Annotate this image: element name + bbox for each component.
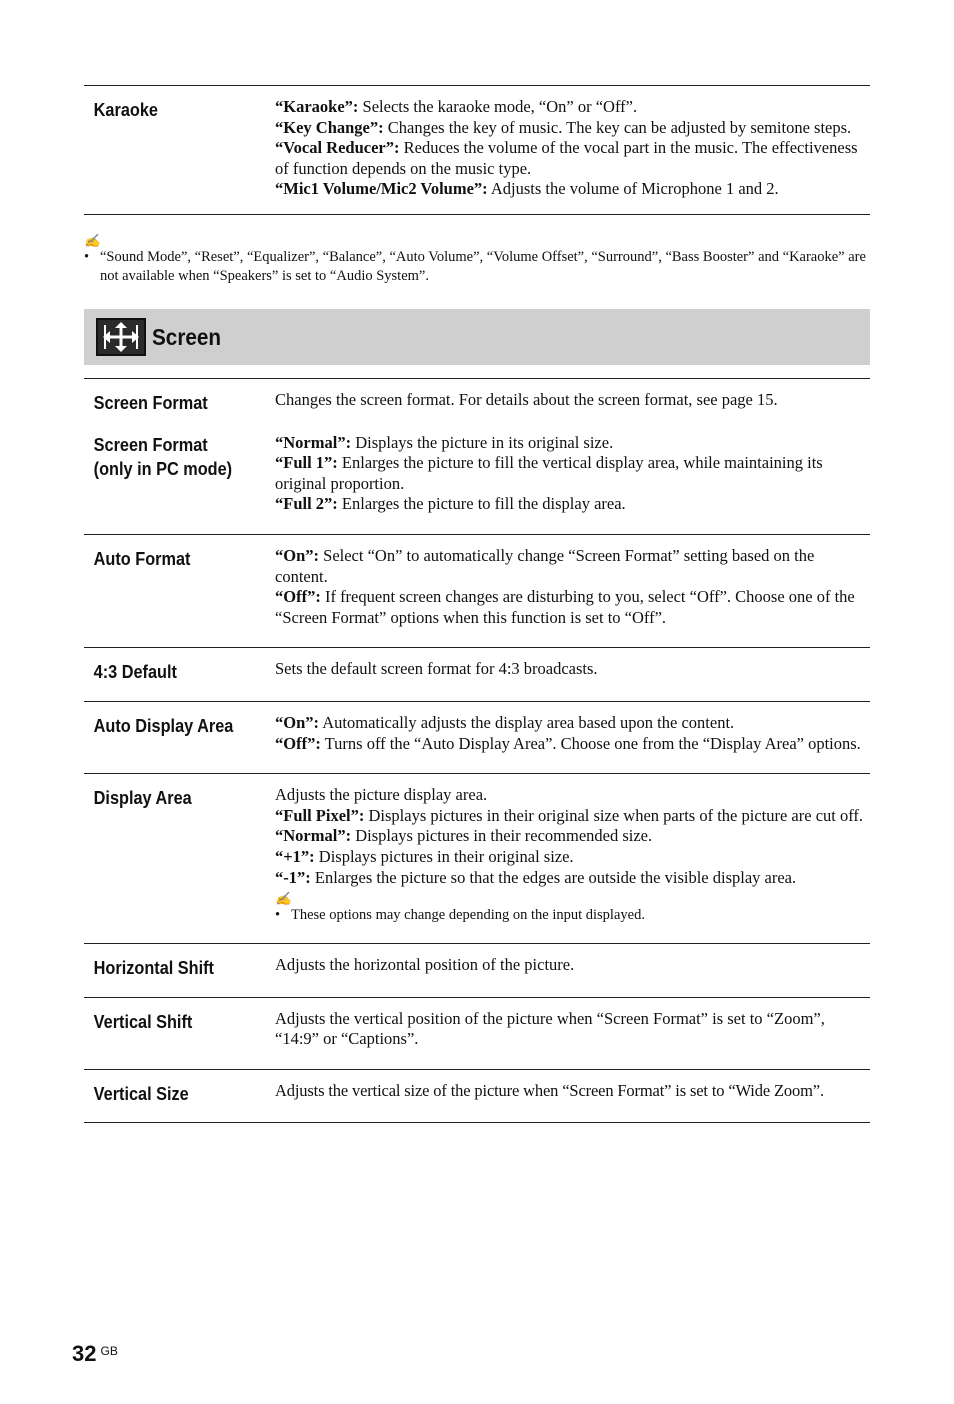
auto-display-area-term: Auto Display Area <box>93 714 234 736</box>
bullet: • <box>84 249 90 265</box>
karaoke-line: “Karaoke”: Selects the karaoke mode, “On” or “Off”. <box>275 97 638 116</box>
key-change-line: “Key Change”: Changes the key of music. The key can be adjusted by semitone steps. <box>275 117 852 137</box>
auto-display-area-description: “On”: Automatically adjusts the display area based upon the content. “Off”: Turns off the “Auto Display Area”. Choose one from the “Display Area” options. <box>275 712 861 753</box>
default-43-description: Sets the default screen format for 4:3 broadcasts. <box>275 659 598 679</box>
vertical-size-description: Adjusts the vertical size of the picture when “Screen Format” is set to “Wide Zoom”. <box>275 1080 824 1100</box>
auto-format-row <box>84 534 870 647</box>
move-arrows-icon <box>96 318 146 356</box>
vertical-shift-description: Adjusts the vertical position of the picture when “Screen Format” is set to “Zoom”, “14:9” or “Captions”. <box>275 1008 825 1049</box>
screen-format-description: Changes the screen format. For details about the screen format, see page 15. <box>275 390 778 409</box>
karaoke-table <box>84 85 870 215</box>
page-region-code: GB <box>100 1344 118 1358</box>
screen-format-pc-term: Screen Format (only in PC mode) <box>93 433 233 479</box>
horizontal-shift-term: Horizontal Shift <box>93 957 214 979</box>
karaoke-description <box>275 86 870 214</box>
auto-format-term: Auto Format <box>93 547 191 569</box>
screen-format-pc-description: “Normal”: Displays the picture in its original size. “Full 1”: Enlarges the picture to fill the vertical display area, while maintaining its original proportion. “Full 2”: Enlarges the picture to fill the display area. <box>275 432 823 514</box>
display-area-note: • These options may change depending on the input displayed. <box>275 907 645 924</box>
sound-note-item <box>84 248 870 286</box>
display-area-row <box>84 773 870 943</box>
default-43-row <box>84 647 870 701</box>
sound-note <box>84 234 870 286</box>
karaoke-term: Karaoke <box>93 99 158 120</box>
screen-table <box>84 378 870 1123</box>
note-pencil-icon: ✍ <box>84 233 101 248</box>
vertical-shift-term: Vertical Shift <box>93 1010 193 1032</box>
section-title: Screen <box>152 323 222 350</box>
bullet: • <box>275 907 281 924</box>
vocal-reducer-line: “Vocal Reducer”: Reduces the volume of the vocal part in the music. The effectiveness of function depends on the music type. <box>275 138 858 178</box>
sound-note-text: “Sound Mode”, “Reset”, “Equalizer”, “Balance”, “Auto Volume”, “Volume Offset”, “Surround”, “Bass Booster” and “Karaoke” are not available when “Speakers” is set to “Audio System”. <box>100 249 866 284</box>
default-43-term: 4:3 Default <box>93 661 177 683</box>
display-area-description: Adjusts the picture display area. “Full Pixel”: Displays pictures in their original size when parts of the picture are cut off. “Normal”: Displays pictures in their recommended size. “+1”: Displays pictures in their original size. “-1”: Enlarges the picture so that the edges are outside the visible display area. ✍ • These options may change depending on the input displayed. <box>275 774 870 943</box>
horizontal-shift-description: Adjusts the horizontal position of the picture. <box>275 955 575 975</box>
vertical-shift-row <box>84 997 870 1069</box>
page-number: 32 $^{GB}$ <box>72 1341 118 1366</box>
screen-format-term: Screen Format <box>93 392 208 413</box>
display-area-term: Display Area <box>93 787 192 809</box>
auto-format-description: “On”: Select “On” to automatically change “Screen Format” setting based on the content. “Off”: If frequent screen changes are disturbing to you, select “Off”. Choose one of the “Screen Format” options when this function is set to “Off”. <box>275 545 855 627</box>
note-pencil-icon: ✍ <box>275 891 292 907</box>
karaoke-row <box>84 85 870 215</box>
vertical-size-term: Vertical Size <box>93 1082 189 1104</box>
auto-display-area-row <box>84 701 870 773</box>
screen-section-header <box>84 309 870 365</box>
screen-format-row <box>84 378 870 534</box>
mic-volume-line: “Mic1 Volume/Mic2 Volume”: Adjusts the volume of Microphone 1 and 2. <box>275 179 779 199</box>
vertical-size-row <box>84 1069 870 1124</box>
horizontal-shift-row <box>84 943 870 997</box>
